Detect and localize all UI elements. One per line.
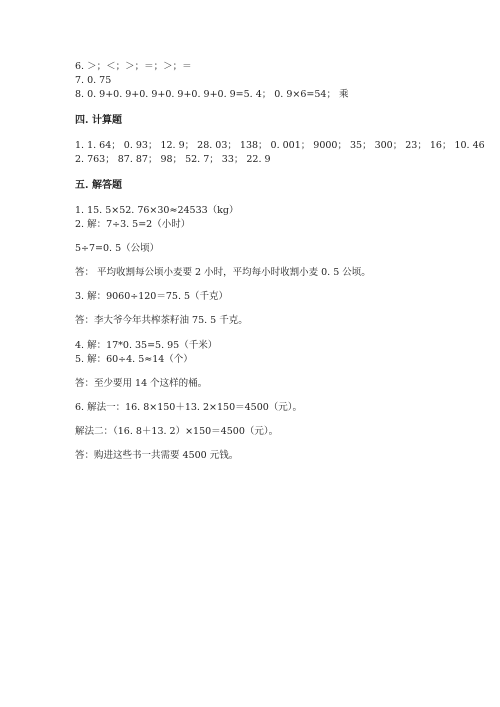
solution-3-answer: 答：李大爷今年共榨茶籽油 75. 5 千克。: [75, 315, 248, 326]
solution-3: 3. 解：9060÷120＝75. 5（千克）: [75, 291, 229, 302]
calc-answer-1: 1. 1. 64； 0. 93； 12. 9； 28. 03； 138； 0. 001； 9000； 35； 300； 23； 16； 10. 46: [75, 140, 485, 151]
solution-2-answer: 答： 平均收割每公顷小麦要 2 小时，平均每小时收割小麦 0. 5 公顷。: [75, 267, 371, 278]
solution-4: 4. 解：17*0. 35=5. 95（千米）: [75, 340, 218, 351]
solution-6: 6. 解法一：16. 8×150＋13. 2×150＝4500（元）。: [75, 402, 303, 413]
solution-1: 1. 15. 5×52. 76×30≈24533（kg）: [75, 205, 239, 216]
answer-line-8: 8. 0. 9+0. 9+0. 9+0. 9+0. 9+0. 9=5. 4； 0. 9×6=54； 乘: [75, 89, 349, 100]
solution-2-calc: 5÷7=0. 5（公顷）: [75, 243, 160, 254]
answer-line-6: 6. ＞；＜；＞；＝；＞；＝: [75, 61, 192, 72]
section-title-solutions: 五. 解答题: [75, 180, 122, 191]
solution-5: 5. 解：60÷4. 5≈14（个）: [75, 354, 193, 365]
calc-answer-2: 2. 763； 87. 87； 98； 52. 7； 33； 22. 9: [75, 154, 271, 165]
solution-6-method-2: 解法二：（16. 8＋13. 2）×150＝4500（元）。: [75, 426, 279, 437]
answer-line-7: 7. 0. 75: [75, 75, 112, 86]
section-title-calculation: 四. 计算题: [75, 115, 122, 126]
solution-6-answer: 答：购进这些书一共需要 4500 元钱。: [75, 450, 239, 461]
solution-5-answer: 答：至少要用 14 个这样的桶。: [75, 378, 208, 389]
solution-2: 2. 解：7÷3. 5=2（小时）: [75, 219, 191, 230]
